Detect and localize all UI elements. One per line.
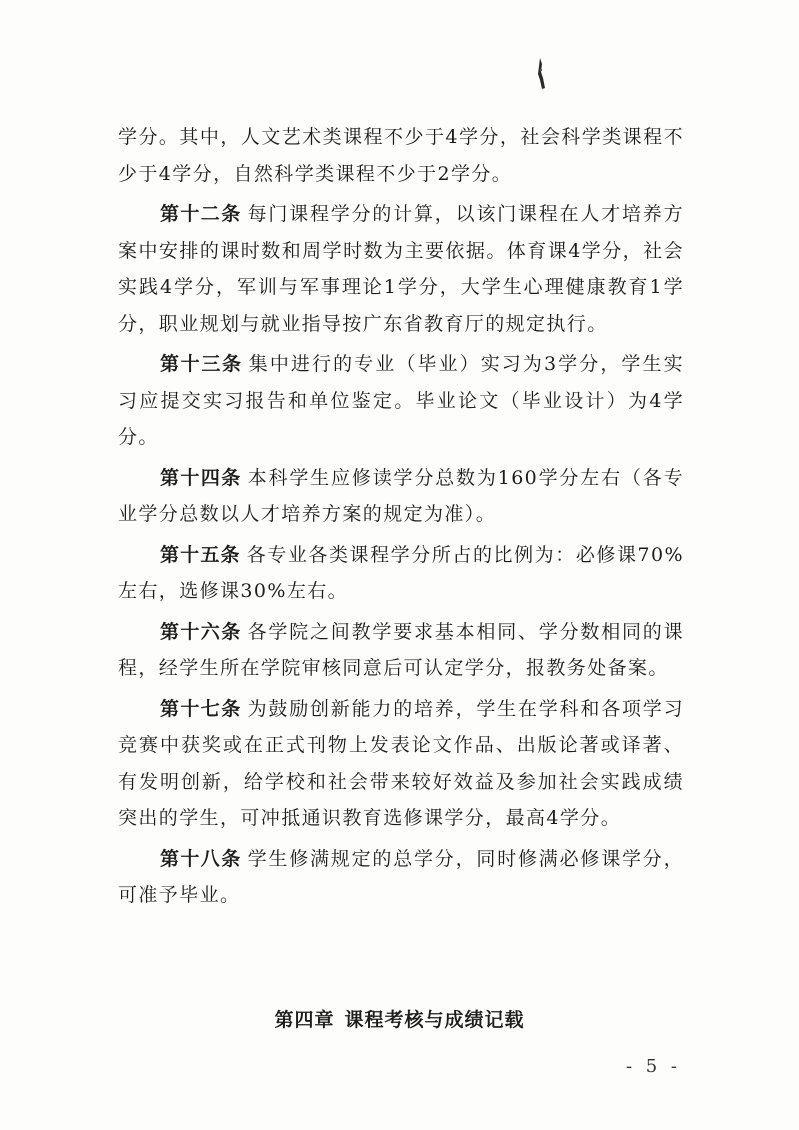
article-text: 各专业各类课程学分所占的比例为：必修课70%左右，选修课30%左右。 — [118, 543, 684, 602]
chapter-number: 第四章 — [274, 1009, 335, 1031]
article-16 — [118, 614, 684, 687]
chapter-title: 课程考核与成绩记载 — [344, 1009, 525, 1031]
article-text: 各学院之间教学要求基本相同、学分数相同的课程，经学生所在学院审核同意后可认定学分，报教务处备案。 — [118, 620, 684, 679]
article-number: 第十四条 — [160, 466, 242, 489]
article-15 — [118, 537, 684, 610]
article-number: 第十二条 — [160, 203, 242, 225]
ink-smudge-mark — [536, 58, 546, 90]
article-text: 集中进行的专业（毕业）实习为3学分，学生实习应提交实习报告和单位鉴定。毕业论文（毕业设计）为4学分。 — [118, 353, 684, 448]
article-12 — [118, 196, 684, 342]
article-13 — [118, 346, 684, 456]
article-number: 第十八条 — [160, 847, 242, 870]
article-text: 每门课程学分的计算，以该门课程在人才培养方案中安排的课时数和周学时数为主要依据。体育课4学分，社会实践4学分，军训与军事理论1学分，大学生心理健康教育1学分，职业规划与就业指导按广东省教育厅的规定执行。 — [118, 203, 684, 335]
article-number: 第十三条 — [160, 353, 243, 375]
continuation-paragraph — [118, 119, 684, 192]
article-18 — [118, 841, 684, 914]
continuation-text: 学分。其中，人文艺术类课程不少于4学分，社会科学类课程不少于4学分，自然科学类课程不少于2学分。 — [118, 126, 684, 185]
article-14 — [118, 460, 684, 533]
document-body — [118, 119, 684, 918]
article-text: 学生修满规定的总学分，同时修满必修课学分，可准予毕业。 — [118, 847, 684, 906]
chapter-heading — [0, 1005, 799, 1032]
article-17 — [118, 691, 684, 837]
page-number: - 5 - — [625, 1056, 681, 1077]
article-text: 为鼓励创新能力的培养，学生在学科和各项学习竞赛中获奖或在正式刊物上发表论文作品、出版论著或译著、有发明创新，给学校和社会带来较好效益及参加社会实践成绩突出的学生，可冲抵通识教育选修课学分，最高4学分。 — [118, 697, 684, 829]
article-text: 本科学生应修读学分总数为160学分左右（各专业学分总数以人才培养方案的规定为准）。 — [118, 466, 684, 525]
article-number: 第十七条 — [160, 697, 242, 720]
article-number: 第十五条 — [160, 543, 241, 566]
article-number: 第十六条 — [160, 620, 242, 643]
